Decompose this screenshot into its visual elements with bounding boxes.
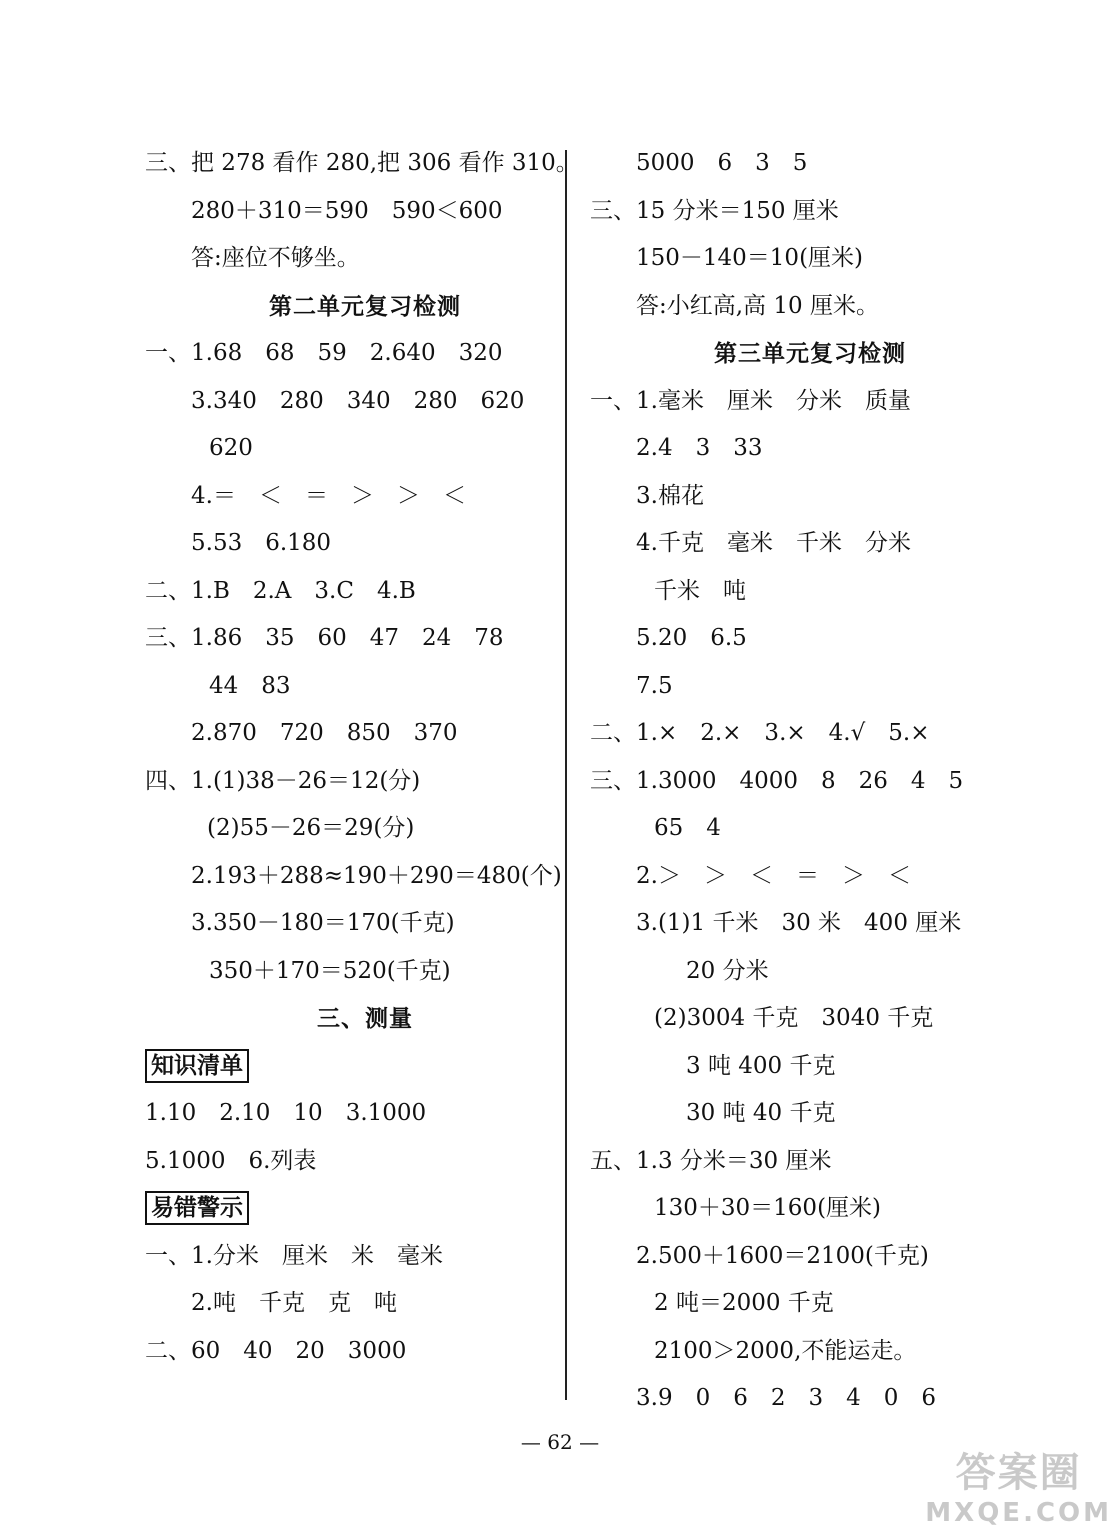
boxed-heading: 易错警示: [145, 1191, 249, 1225]
answer-line: 5.53 6.180: [191, 530, 332, 556]
answer-line: 3 吨 400 千克: [686, 1052, 836, 1079]
page-number: — 62 —: [520, 1430, 600, 1454]
answer-line: 7.5: [636, 672, 673, 699]
watermark-url: MXQE.COM: [925, 1498, 1112, 1528]
section-heading: 第三单元复习检测: [714, 340, 906, 367]
answer-line: 4.千克 毫米 千米 分米: [636, 530, 911, 556]
answer-line: 千米 吨: [654, 577, 746, 604]
answer-line: 答:座位不够坐。: [191, 245, 360, 271]
right-column: [590, 140, 1030, 1423]
answer-line: 620: [209, 435, 253, 461]
answer-line: 5000 6 3 5: [636, 150, 808, 176]
watermark-text: 答案圈: [955, 1450, 1082, 1496]
answer-line: 20 分米: [686, 957, 769, 984]
answer-line: 2.500＋1600＝2100(千克): [636, 1242, 929, 1269]
answer-line: 2.870 720 850 370: [191, 720, 458, 746]
answer-line: (2)55－26＝29(分): [207, 815, 415, 841]
answer-line: 2 吨＝2000 千克: [654, 1290, 834, 1316]
watermark-logo: [925, 1441, 1112, 1528]
answer-line: 答:小红高,高 10 厘米。: [636, 292, 879, 319]
answer-line: 2.4 3 33: [636, 435, 763, 461]
left-column: [145, 140, 585, 1375]
answer-line: 3.340 280 340 280 620: [191, 387, 525, 414]
answer-line: 4.＝ ＜ ＝ ＞ ＞ ＜: [191, 482, 466, 509]
answer-line: 30 吨 40 千克: [686, 1100, 836, 1126]
answer-line: 150－140＝10(厘米): [636, 245, 864, 271]
answer-line: 三、15 分米＝150 厘米: [590, 197, 839, 224]
section-heading: 第二单元复习检测: [269, 292, 461, 320]
answer-line: 五、1.3 分米＝30 厘米: [590, 1147, 832, 1174]
boxed-heading: 知识清单: [145, 1049, 249, 1083]
answer-line: 2.吨 千克 克 吨: [191, 1290, 397, 1316]
answer-line: 65 4: [654, 815, 721, 841]
answer-line: 2.＞ ＞ ＜ ＝ ＞ ＜: [636, 862, 911, 889]
answer-line: 三、1.3000 4000 8 26 4 5: [590, 767, 964, 794]
answer-line: 四、1.(1)38－26＝12(分): [145, 767, 421, 794]
answer-line: 三、1.86 35 60 47 24 78: [145, 625, 504, 651]
answer-line: 3.350－180＝170(千克): [191, 910, 455, 936]
answer-line: 一、1.分米 厘米 米 毫米: [145, 1242, 443, 1269]
section-heading: 三、测量: [317, 1005, 413, 1032]
answer-line: 2.193＋288≈190＋290＝480(个): [191, 862, 562, 889]
answer-line: 3.9 0 6 2 3 4 0 6: [636, 1385, 937, 1411]
answer-line: 2100＞2000,不能运走。: [654, 1337, 917, 1364]
answer-line: 280＋310＝590 590＜600: [191, 197, 503, 224]
answer-line: 3.棉花: [636, 482, 704, 509]
answer-line: 44 83: [209, 672, 291, 699]
answer-line: 二、60 40 20 3000: [145, 1337, 407, 1364]
answer-line: 3.(1)1 千米 30 米 400 厘米: [636, 910, 962, 936]
answer-line: 1.10 2.10 10 3.1000: [145, 1100, 427, 1126]
answer-line: 一、1.毫米 厘米 分米 质量: [590, 387, 911, 414]
answer-line: 5.1000 6.列表: [145, 1147, 317, 1174]
answer-line: 二、1.× 2.× 3.× 4.√ 5.×: [590, 720, 930, 746]
answer-line: 一、1.68 68 59 2.640 320: [145, 340, 503, 366]
answer-line: 5.20 6.5: [636, 625, 747, 651]
answer-line: 二、1.B 2.A 3.C 4.B: [145, 577, 416, 604]
answer-line: 130＋30＝160(厘米): [654, 1195, 882, 1221]
answer-line: 三、把 278 看作 280,把 306 看作 310。: [145, 150, 579, 176]
answer-line: (2)3004 千克 3040 千克: [654, 1005, 934, 1031]
answer-line: 350＋170＝520(千克): [209, 957, 451, 984]
